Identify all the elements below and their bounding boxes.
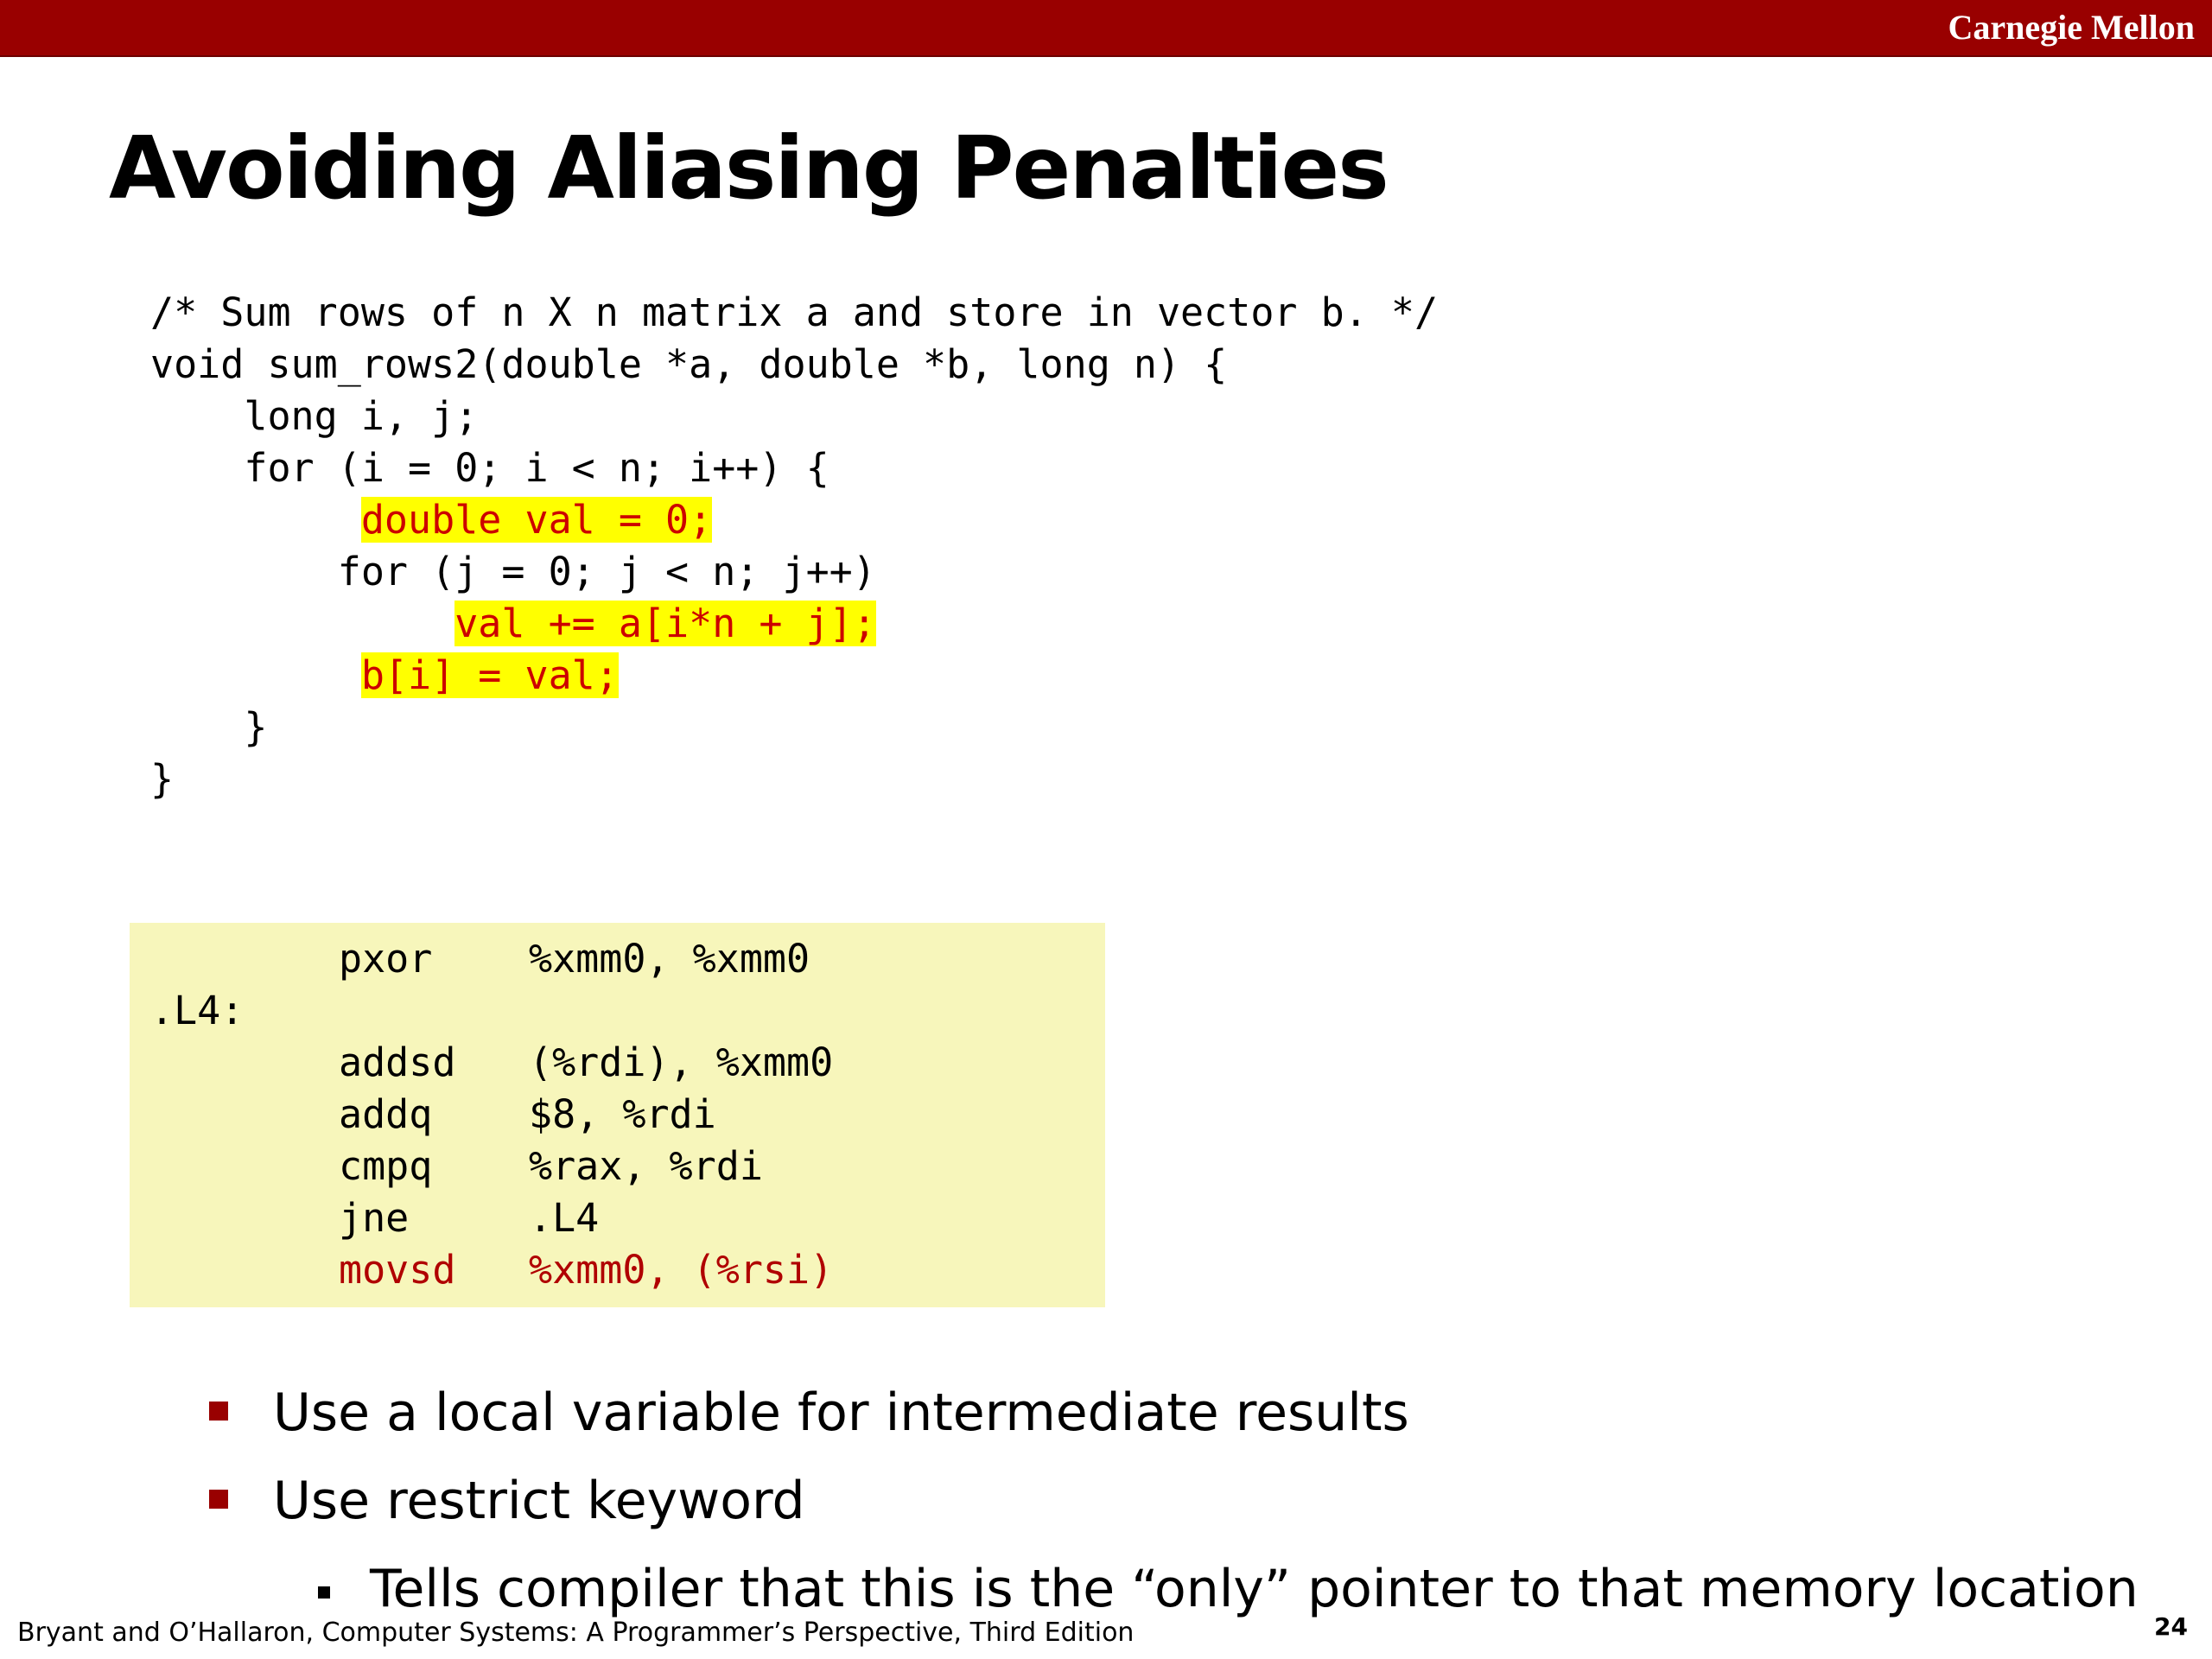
code-line: /* Sum rows of n X n matrix a and store in vector b. */: [150, 289, 1439, 335]
code-line: }: [150, 756, 175, 802]
brand-name: Carnegie Mellon: [1948, 8, 2195, 47]
code-line: for (i = 0; i < n; i++) {: [150, 445, 830, 491]
code-line-highlighted: [150, 494, 1438, 546]
asm-line: addq $8, %rdi: [339, 1091, 716, 1137]
slide-title: Avoiding Aliasing Penalties: [109, 118, 1388, 219]
asm-label: .L4:: [150, 988, 245, 1033]
code-line-highlighted: [150, 650, 1438, 702]
asm-line: addsd (%rdi), %xmm0: [339, 1039, 834, 1085]
assembly-code: [150, 933, 833, 1296]
highlighted-code: val += a[i*n + j];: [454, 601, 876, 646]
assembly-box: [130, 923, 1105, 1307]
footer-citation: Bryant and O’Hallaron, Computer Systems: A Programmer’s Perspective, Third Edition: [17, 1618, 1135, 1648]
bullet-square-icon: [209, 1402, 228, 1421]
asm-line: cmpq %rax, %rdi: [339, 1143, 763, 1189]
code-line-highlighted: [150, 598, 1438, 650]
bullet-square-icon: [209, 1490, 228, 1509]
code-line: long i, j;: [150, 393, 479, 439]
header-bar: [0, 0, 2212, 57]
asm-line-highlighted: movsd %xmm0, (%rsi): [339, 1247, 834, 1293]
highlighted-code: b[i] = val;: [360, 652, 619, 698]
page-number: 24: [2154, 1612, 2188, 1641]
highlighted-code: double val = 0;: [360, 497, 713, 543]
code-line: for (j = 0; j < n; j++): [150, 549, 876, 594]
code-line: }: [150, 704, 268, 750]
asm-line: jne .L4: [339, 1195, 600, 1241]
sub-bullet-square-icon: [318, 1586, 330, 1599]
c-code-block: [150, 287, 1438, 805]
asm-line: pxor %xmm0, %xmm0: [339, 936, 810, 982]
code-line: void sum_rows2(double *a, double *b, long n) {: [150, 341, 1228, 387]
